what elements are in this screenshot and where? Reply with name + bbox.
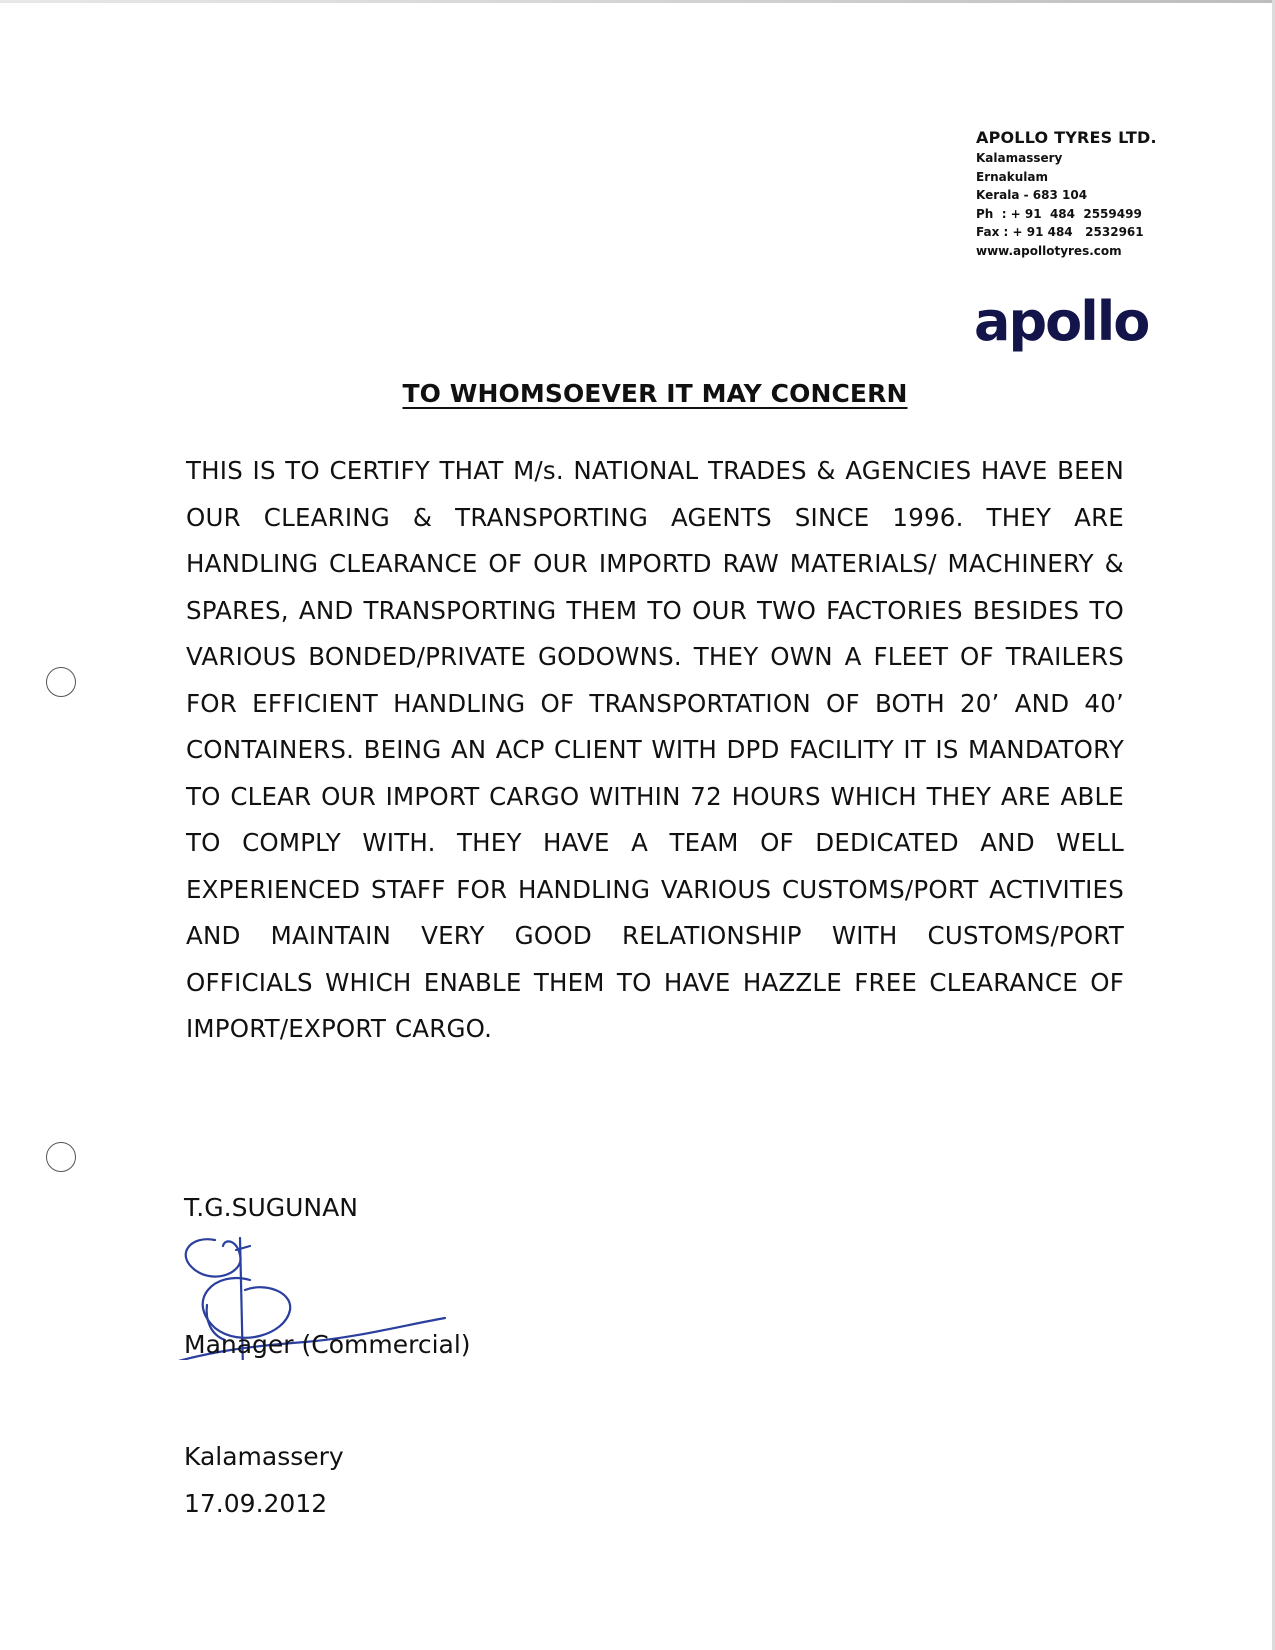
heading-text: TO WHOMSOEVER IT MAY CONCERN xyxy=(402,379,908,408)
svg-text:apollo: apollo xyxy=(974,290,1149,353)
punch-hole xyxy=(46,667,76,697)
certificate-body: THIS IS TO CERTIFY THAT M/s. NATIONAL TRADES & AGENCIES HAVE BEEN OUR CLEARING & TRANSPORTING AGENTS SINCE 1996. THEY ARE HANDLING CLEARANCE OF OUR IMPORTD RAW MATERIALS/ MACHINERY & SPARES, AND TRANSPORTING THEM TO OUR TWO FACTORIES BESIDES TO VARIOUS BONDED/PRIVATE GODOWNS. THEY OWN A FLEET OF TRAILERS FOR EFFICIENT HANDLING OF TRANSPORTATION OF BOTH 20’ AND 40’ CONTAINERS. BEING AN ACP CLIENT WITH DPD FACILITY IT IS MANDATORY TO CLEAR OUR IMPORT CARGO WITHIN 72 HOURS WHICH THEY ARE ABLE TO COMPLY WITH. THEY HAVE A TEAM OF DEDICATED AND WELL EXPERIENCED STAFF FOR HANDLING VARIOUS CUSTOMS/PORT ACTIVITIES AND MAINTAIN VERY GOOD RELATIONSHIP WITH CUSTOMS/PORT OFFICIALS WHICH ENABLE THEM TO HAVE HAZZLE FREE CLEARANCE OF IMPORT/EXPORT CARGO. xyxy=(186,456,1124,1043)
website: www.apollotyres.com xyxy=(976,243,1122,258)
fax-number: Fax : + 91 484 2532961 xyxy=(976,225,1144,239)
date: 17.09.2012 xyxy=(184,1489,328,1518)
company-name: APOLLO TYRES LTD. xyxy=(976,128,1157,147)
address-line-district: Ernakulam xyxy=(976,169,1048,184)
signatory-name: T.G.SUGUNAN xyxy=(184,1193,358,1222)
document-heading xyxy=(0,379,1275,408)
scan-edge xyxy=(0,0,1275,3)
address-line-state: Kerala - 683 104 xyxy=(976,188,1088,202)
signatory-title: Manager (Commercial) xyxy=(184,1330,471,1359)
address-line-locality: Kalamassery xyxy=(976,151,1063,165)
letterhead xyxy=(976,128,1236,260)
place: Kalamassery xyxy=(184,1442,344,1471)
apollo-logo-wordmark xyxy=(972,290,1162,370)
phone-number: Ph : + 91 484 2559499 xyxy=(976,206,1142,221)
apollo-logo xyxy=(972,290,1162,370)
punch-hole xyxy=(46,1142,76,1172)
